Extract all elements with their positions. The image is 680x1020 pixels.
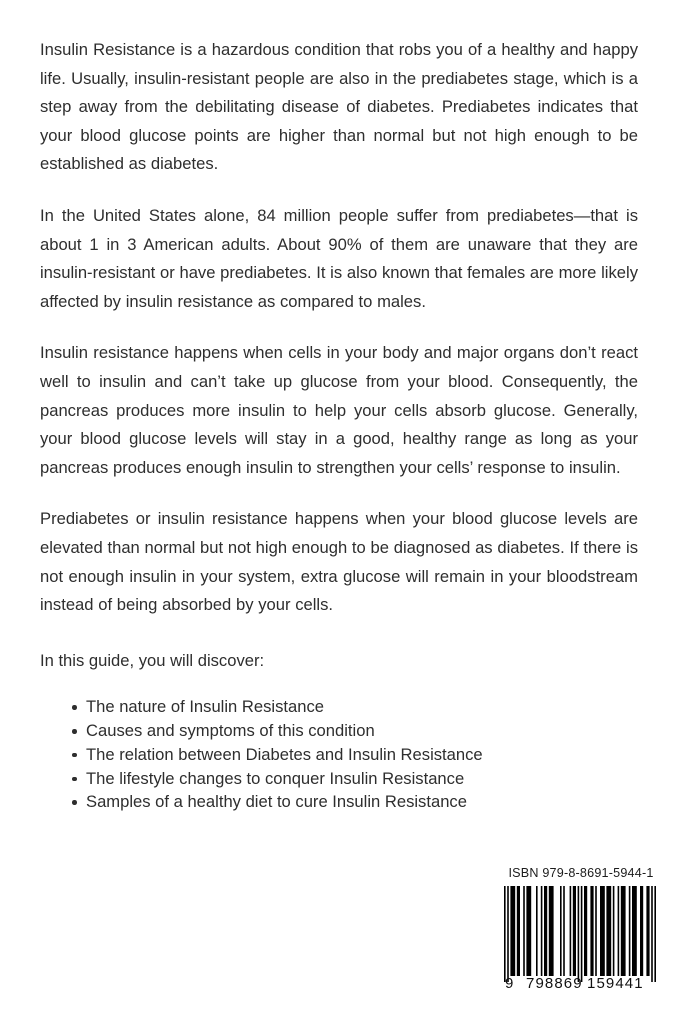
body-copy-container <box>40 36 638 814</box>
barcode-area <box>504 886 656 994</box>
barcode-digit-left: 9 <box>505 975 515 992</box>
paragraph-1: Insulin Resistance is a hazardous condition that robs you of a healthy and happy life. Usually, insulin-resistant people are also in the prediabetes stage, which is a step away from the debilitating disease of diabetes. Prediabetes indicates that your blood glucose points are higher than normal but not high enough to be established as diabetes. <box>40 40 638 174</box>
list-item: The nature of Insulin Resistance <box>72 695 638 719</box>
list-item: Samples of a healthy diet to cure Insulin Resistance <box>72 790 638 814</box>
list-item: Causes and symptoms of this condition <box>72 719 638 743</box>
isbn-number-text: ISBN 979-8-8691-5944-1 <box>508 866 654 880</box>
paragraph-4: Prediabetes or insulin resistance happens when your blood glucose levels are elevated than normal but not high enough to be diagnosed as diabetes. If there is not enough insulin in your system, extra glucose will remain in your bloodstream instead of being absorbed by your cells. <box>40 509 638 615</box>
paragraph-3: Insulin resistance happens when cells in your body and major organs don’t react well to insulin and can’t take up glucose from your blood. Consequently, the pancreas produces more insulin to help your cells absorb glucose. Generally, your blood glucose levels will stay in a good, healthy range as long as your pancreas produces enough insulin to strengthen your cells’ response to insulin. <box>40 343 638 477</box>
guide-intro-line: In this guide, you will discover: <box>40 650 265 670</box>
barcode-digit-group-1: 798869 <box>526 975 583 992</box>
discover-list <box>40 695 638 814</box>
barcode-digit-group-2: 159441 <box>587 975 644 992</box>
barcode-digits <box>504 975 656 993</box>
list-item: The relation between Diabetes and Insulin Resistance <box>72 743 638 767</box>
isbn-barcode-block <box>504 866 656 994</box>
paragraph-2: In the United States alone, 84 million people suffer from prediabetes—that is about 1 in 3 American adults. About 90% of them are unaware that they are insulin-resistant or have prediabetes. It is also known that females are more likely affected by insulin resistance as compared to males. <box>40 205 638 311</box>
list-item: The lifestyle changes to conquer Insulin Resistance <box>72 767 638 791</box>
